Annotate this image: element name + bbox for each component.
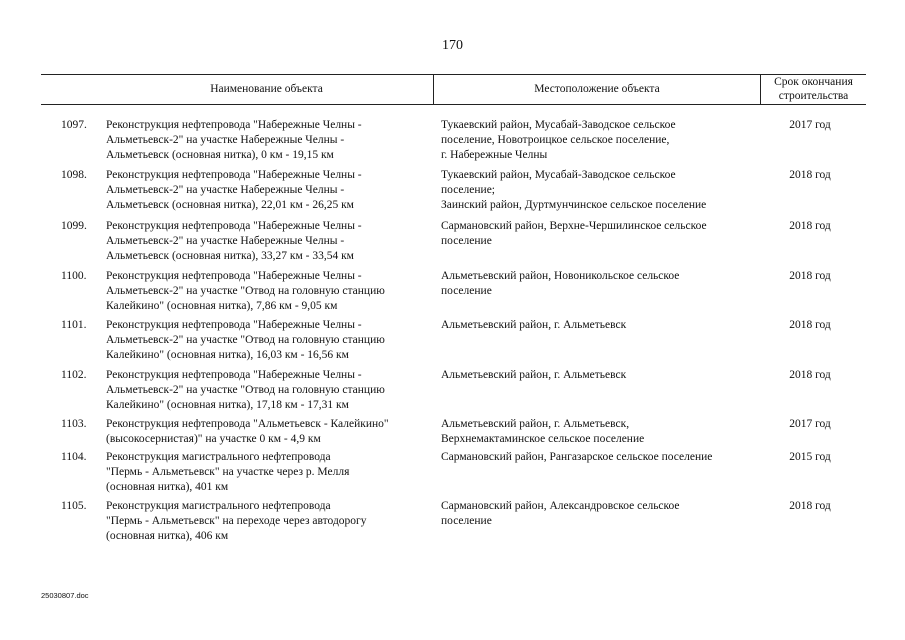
table-row — [0, 417, 905, 450]
completion-year: 2018 год — [789, 369, 831, 381]
table-row — [0, 450, 905, 499]
row-number: 1098. — [61, 169, 87, 181]
row-number: 1102. — [61, 369, 87, 381]
completion-year: 2018 год — [789, 319, 831, 331]
table-row — [0, 168, 905, 219]
object-location: Альметьевский район, г. Альметьевск, Верхнемактаминское сельское поселение — [441, 418, 645, 445]
object-name: Реконструкция нефтепровода "Альметьевск - Калейкино" (высокосернистая)" на участке 0 км - 4,9 км — [106, 418, 389, 445]
object-location: Сармановский район, Верхне-Чершилинское сельское поселение — [441, 220, 707, 247]
object-location: Сармановский район, Александровское сельское поселение — [441, 500, 680, 527]
column-header-deadline: Срок окончания строительства — [774, 76, 853, 102]
object-location: Альметьевский район, г. Альметьевск — [441, 369, 627, 381]
completion-year: 2018 год — [789, 500, 831, 512]
object-location: Сармановский район, Рангазарское сельское поселение — [441, 451, 713, 463]
completion-year: 2018 год — [789, 270, 831, 282]
header-bottom-rule — [41, 104, 866, 105]
table-body — [0, 118, 905, 548]
column-header-name: Наименование объекта — [210, 83, 323, 95]
completion-year: 2017 год — [789, 418, 831, 430]
footer-filename: 25030807.doc — [41, 591, 89, 600]
object-name: Реконструкция магистрального нефтепровода "Пермь - Альметьевск" на переходе через автодорогу (основная нитка), 406 км — [106, 500, 367, 542]
completion-year: 2018 год — [789, 220, 831, 232]
object-name: Реконструкция нефтепровода "Набережные Челны - Альметьевск-2" на участке "Отвод на головную станцию Калейкино" (основная нитка), 17,18 км - 17,31 км — [106, 369, 385, 411]
object-name: Реконструкция нефтепровода "Набережные Челны - Альметьевск-2" на участке Набережные Челны - Альметьевск (основная нитка), 0 км - 19,15 км — [106, 119, 362, 161]
completion-year: 2017 год — [789, 119, 831, 131]
row-number: 1104. — [61, 451, 87, 463]
row-number: 1097. — [61, 119, 87, 131]
header-top-rule — [41, 74, 866, 75]
table-row — [0, 368, 905, 417]
object-name: Реконструкция нефтепровода "Набережные Челны - Альметьевск-2" на участке "Отвод на головную станцию Калейкино" (основная нитка), 16,03 км - 16,56 км — [106, 319, 385, 361]
table-row — [0, 219, 905, 269]
row-number: 1103. — [61, 418, 87, 430]
row-number: 1101. — [61, 319, 87, 331]
object-name: Реконструкция нефтепровода "Набережные Челны - Альметьевск-2" на участке Набережные Челны - Альметьевск (основная нитка), 22,01 км - 26,25 км — [106, 169, 362, 211]
object-location: Тукаевский район, Мусабай-Заводское сельское поселение, Новотроицкое сельское поселение, г. Набережные Челны — [441, 119, 676, 161]
row-number: 1105. — [61, 500, 87, 512]
column-header-location: Местоположение объекта — [534, 83, 660, 95]
row-number: 1099. — [61, 220, 87, 232]
object-name: Реконструкция нефтепровода "Набережные Челны - Альметьевск-2" на участке Набережные Челны - Альметьевск (основная нитка), 33,27 км - 33,54 км — [106, 220, 362, 262]
object-location: Альметьевский район, Новоникольское сельское поселение — [441, 270, 680, 297]
completion-year: 2015 год — [789, 451, 831, 463]
row-number: 1100. — [61, 270, 87, 282]
page-number: 170 — [442, 38, 463, 53]
completion-year: 2018 год — [789, 169, 831, 181]
table-row — [0, 118, 905, 168]
object-name: Реконструкция магистрального нефтепровода "Пермь - Альметьевск" на участке через р. Мелля (основная нитка), 401 км — [106, 451, 350, 493]
object-name: Реконструкция нефтепровода "Набережные Челны - Альметьевск-2" на участке "Отвод на головную станцию Калейкино" (основная нитка), 7,86 км - 9,05 км — [106, 270, 385, 312]
table-row — [0, 318, 905, 368]
object-location: Альметьевский район, г. Альметьевск — [441, 319, 627, 331]
table-row — [0, 269, 905, 318]
object-location: Тукаевский район, Мусабай-Заводское сельское поселение; Заинский район, Дуртмунчинское сельское поселение — [441, 169, 707, 211]
table-row — [0, 499, 905, 548]
